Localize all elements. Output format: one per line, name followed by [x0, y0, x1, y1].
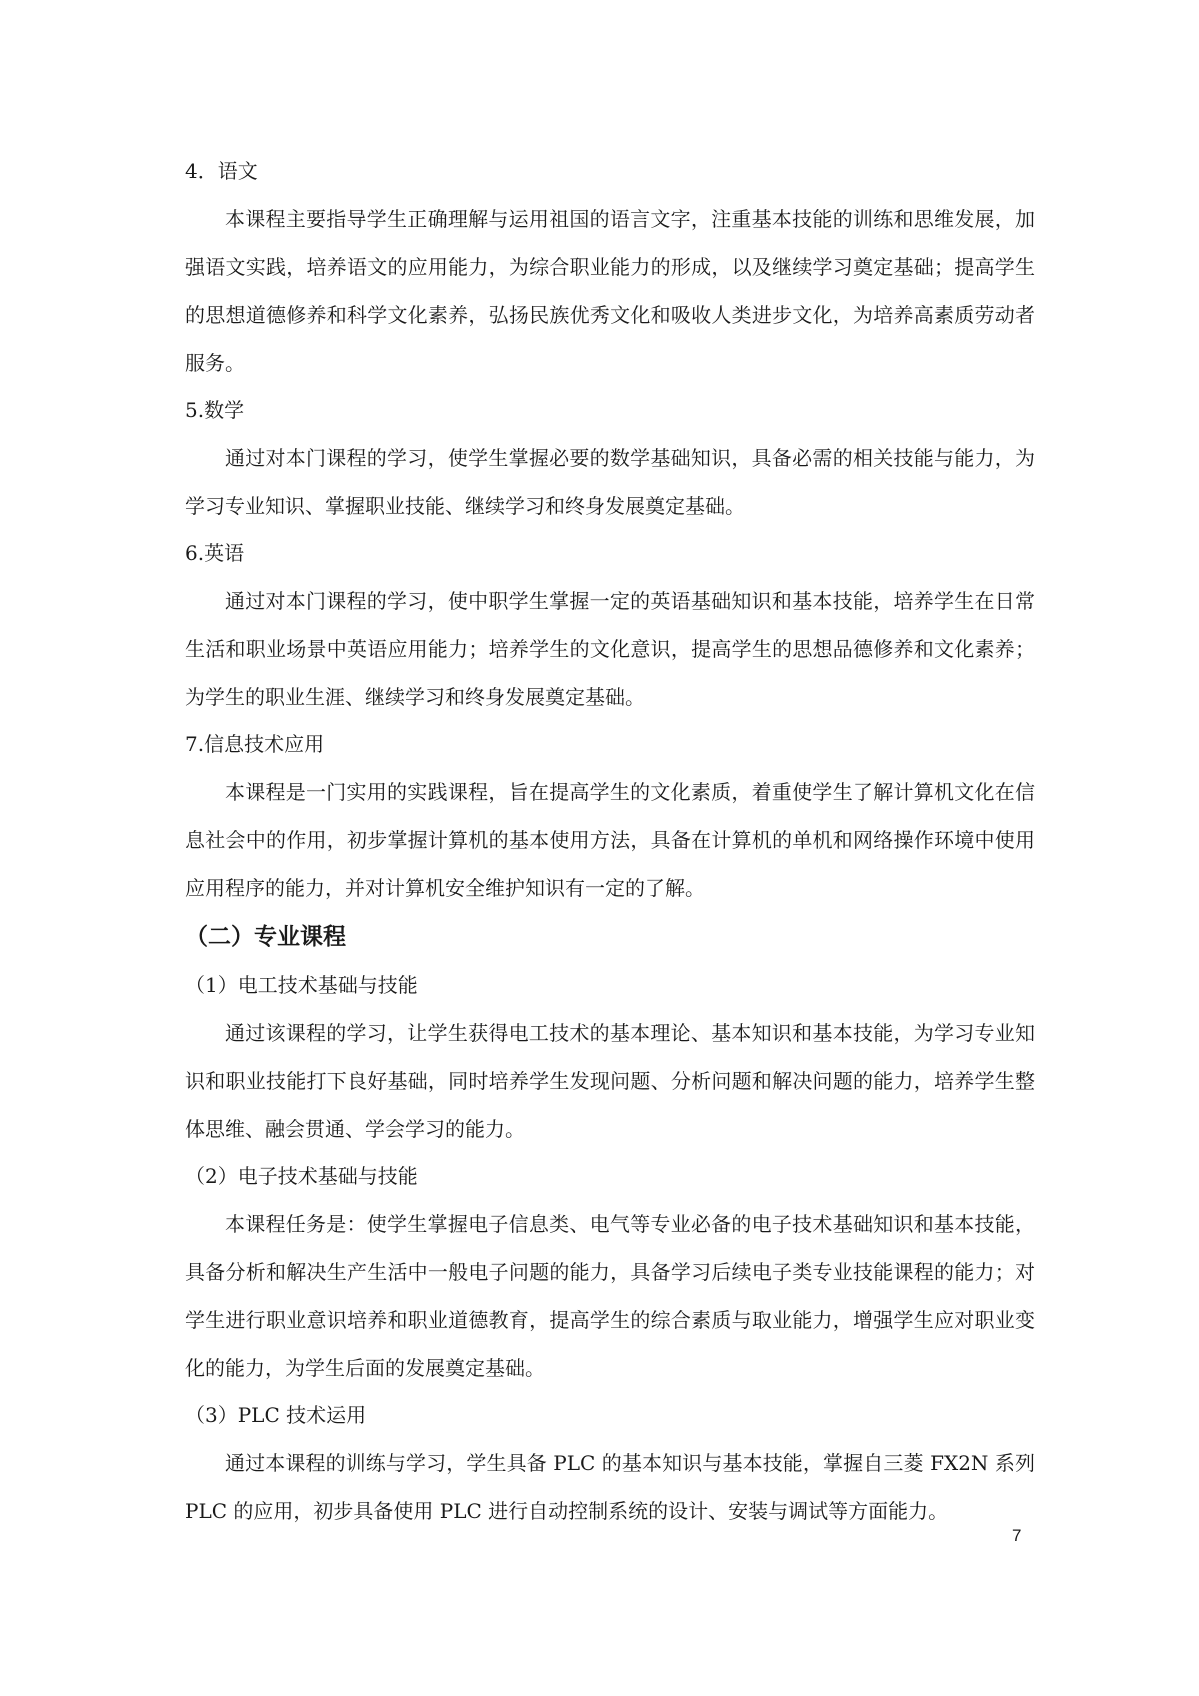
- item-chinese: [185, 148, 1035, 387]
- item-body: 通过对本门课程的学习，使学生掌握必要的数学基础知识，具备必需的相关技能与能力，为学习专业知识、掌握职业技能、继续学习和终身发展奠定基础。: [185, 446, 1035, 518]
- course-body: 通过该课程的学习，让学生获得电工技术的基本理论、基本知识和基本技能，为学习专业知识和职业技能打下良好基础，同时培养学生发现问题、分析问题和解决问题的能力，培养学生整体思维、融会贯通、学会学习的能力。: [185, 1021, 1035, 1141]
- item-it: [185, 721, 1035, 912]
- course-electronics: [185, 1153, 1035, 1392]
- section-heading: （二）专业课程: [185, 924, 346, 950]
- item-title: 4．语文: [185, 159, 258, 183]
- item-title: 5.数学: [185, 398, 245, 422]
- course-title: （1）电工技术基础与技能: [185, 973, 418, 997]
- item-body: 本课程主要指导学生正确理解与运用祖国的语言文字，注重基本技能的训练和思维发展，加强语文实践，培养语文的应用能力，为综合职业能力的形成，以及继续学习奠定基础；提高学生的思想道德修养和科学文化素养，弘扬民族优秀文化和吸收人类进步文化，为培养高素质劳动者服务。: [185, 207, 1035, 375]
- item-body: 本课程是一门实用的实践课程，旨在提高学生的文化素质，着重使学生了解计算机文化在信息社会中的作用，初步掌握计算机的基本使用方法，具备在计算机的单机和网络操作环境中使用应用程序的能力，并对计算机安全维护知识有一定的了解。: [185, 780, 1035, 900]
- item-math: [185, 387, 1035, 530]
- page-content: [185, 148, 1035, 1535]
- item-title: 6.英语: [185, 541, 245, 565]
- course-plc: [185, 1392, 1035, 1535]
- item-body: 通过对本门课程的学习，使中职学生掌握一定的英语基础知识和基本技能，培养学生在日常生活和职业场景中英语应用能力；培养学生的文化意识，提高学生的思想品德修养和文化素养；为学生的职业生涯、继续学习和终身发展奠定基础。: [185, 589, 1035, 709]
- item-english: [185, 530, 1035, 721]
- course-title: （3）PLC 技术运用: [185, 1403, 367, 1427]
- item-title: 7.信息技术应用: [185, 732, 325, 756]
- page-number: 7: [1012, 1526, 1022, 1545]
- course-electrical: [185, 962, 1035, 1153]
- course-title: （2）电子技术基础与技能: [185, 1164, 418, 1188]
- course-body: 本课程任务是：使学生掌握电子信息类、电气等专业必备的电子技术基础知识和基本技能，具备分析和解决生产生活中一般电子问题的能力，具备学习后续电子类专业技能课程的能力；对学生进行职业意识培养和职业道德教育，提高学生的综合素质与取业能力，增强学生应对职业变化的能力，为学生后面的发展奠定基础。: [185, 1212, 1035, 1380]
- course-body: 通过本课程的训练与学习，学生具备 PLC 的基本知识与基本技能，掌握自三菱 FX2N 系列 PLC 的应用，初步具备使用 PLC 进行自动控制系统的设计、安装与调试等方面能力。: [185, 1451, 1035, 1523]
